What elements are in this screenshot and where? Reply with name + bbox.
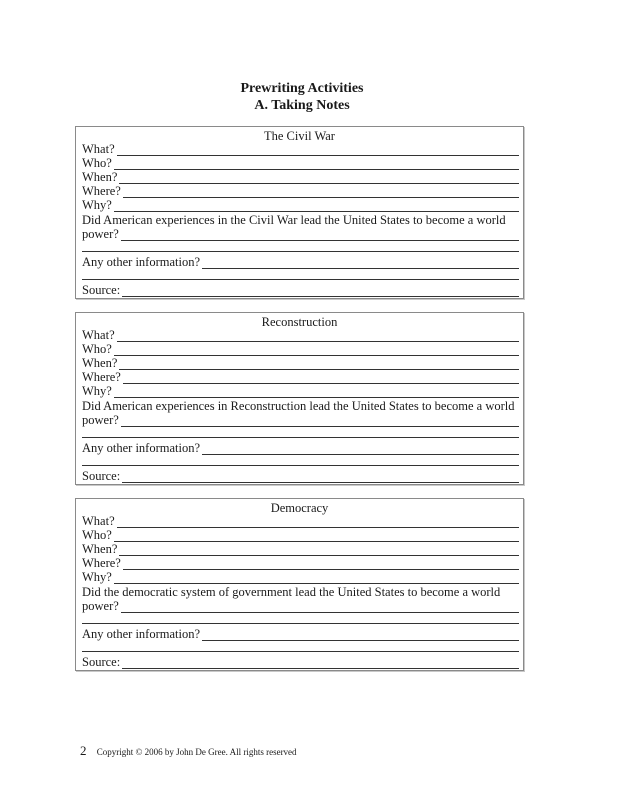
- power-label: power?: [82, 413, 119, 427]
- who-row: [82, 342, 519, 356]
- power-row: [82, 227, 519, 241]
- section-title: Democracy: [270, 501, 329, 515]
- where-row: [82, 556, 519, 570]
- power-answer-line[interactable]: [121, 230, 519, 241]
- other-row: [82, 255, 519, 269]
- why-label: Why?: [82, 384, 112, 398]
- when-row: [82, 356, 519, 370]
- source-row: [82, 655, 519, 669]
- page-title: Prewriting Activities: [240, 81, 364, 96]
- who-row: [82, 156, 519, 170]
- what-answer-line[interactable]: [117, 517, 519, 528]
- answer-line[interactable]: [82, 251, 519, 252]
- section-civil-war: [75, 126, 524, 299]
- answer-line[interactable]: [82, 465, 519, 466]
- other-label: Any other information?: [82, 255, 201, 269]
- source-label: Source:: [82, 655, 121, 669]
- page-number: 2: [80, 743, 87, 758]
- why-answer-line[interactable]: [114, 201, 519, 212]
- power-answer-line[interactable]: [121, 602, 519, 613]
- power-answer-line[interactable]: [121, 416, 519, 427]
- why-label: Why?: [82, 198, 112, 212]
- section-title: Reconstruction: [261, 315, 338, 329]
- where-row: [82, 370, 519, 384]
- when-label: When?: [82, 356, 118, 370]
- page-footer: [80, 743, 297, 759]
- other-answer-line[interactable]: [202, 630, 519, 641]
- why-row: [82, 384, 519, 398]
- when-label: When?: [82, 170, 118, 184]
- other-answer-line[interactable]: [202, 444, 519, 455]
- where-row: [82, 184, 519, 198]
- other-answer-line[interactable]: [202, 258, 519, 269]
- page-header: [0, 80, 604, 114]
- source-row: [82, 469, 519, 483]
- source-label: Source:: [82, 283, 121, 297]
- when-label: When?: [82, 542, 118, 556]
- source-answer-line[interactable]: [122, 286, 519, 297]
- source-row: [82, 283, 519, 297]
- power-label: power?: [82, 599, 119, 613]
- when-answer-line[interactable]: [119, 545, 519, 556]
- copyright-text: Copyright © 2006 by John De Gree. All rights reserved: [96, 747, 297, 757]
- what-answer-line[interactable]: [117, 331, 519, 342]
- question-text: Did the democratic system of government lead the United States to become a world: [82, 585, 501, 599]
- other-label: Any other information?: [82, 441, 201, 455]
- answer-line[interactable]: [82, 437, 519, 438]
- where-answer-line[interactable]: [123, 559, 519, 570]
- when-answer-line[interactable]: [119, 173, 519, 184]
- where-label: Where?: [82, 370, 121, 384]
- why-row: [82, 198, 519, 212]
- other-label: Any other information?: [82, 627, 201, 641]
- what-row: [82, 142, 519, 156]
- who-answer-line[interactable]: [114, 345, 519, 356]
- question-text: Did American experiences in Reconstruction lead the United States to become a world: [82, 399, 515, 413]
- what-row: [82, 328, 519, 342]
- why-answer-line[interactable]: [114, 387, 519, 398]
- what-row: [82, 514, 519, 528]
- where-answer-line[interactable]: [123, 373, 519, 384]
- what-label: What?: [82, 514, 115, 528]
- where-label: Where?: [82, 184, 121, 198]
- answer-line[interactable]: [82, 623, 519, 624]
- other-row: [82, 441, 519, 455]
- source-answer-line[interactable]: [122, 658, 519, 669]
- question-text: Did American experiences in the Civil War lead the United States to become a world: [82, 213, 506, 227]
- who-label: Who?: [82, 156, 112, 170]
- why-row: [82, 570, 519, 584]
- power-label: power?: [82, 227, 119, 241]
- who-row: [82, 528, 519, 542]
- source-label: Source:: [82, 469, 121, 483]
- why-answer-line[interactable]: [114, 573, 519, 584]
- why-label: Why?: [82, 570, 112, 584]
- who-label: Who?: [82, 342, 112, 356]
- other-row: [82, 627, 519, 641]
- who-answer-line[interactable]: [114, 531, 519, 542]
- page-subtitle: A. Taking Notes: [254, 98, 350, 113]
- when-row: [82, 170, 519, 184]
- where-answer-line[interactable]: [123, 187, 519, 198]
- who-answer-line[interactable]: [114, 159, 519, 170]
- section-democracy: [75, 498, 524, 671]
- where-label: Where?: [82, 556, 121, 570]
- what-answer-line[interactable]: [117, 145, 519, 156]
- answer-line[interactable]: [82, 279, 519, 280]
- answer-line[interactable]: [82, 651, 519, 652]
- source-answer-line[interactable]: [122, 472, 519, 483]
- what-label: What?: [82, 328, 115, 342]
- what-label: What?: [82, 142, 115, 156]
- power-row: [82, 599, 519, 613]
- power-row: [82, 413, 519, 427]
- who-label: Who?: [82, 528, 112, 542]
- when-answer-line[interactable]: [119, 359, 519, 370]
- when-row: [82, 542, 519, 556]
- section-reconstruction: [75, 312, 524, 485]
- section-title: The Civil War: [264, 129, 335, 143]
